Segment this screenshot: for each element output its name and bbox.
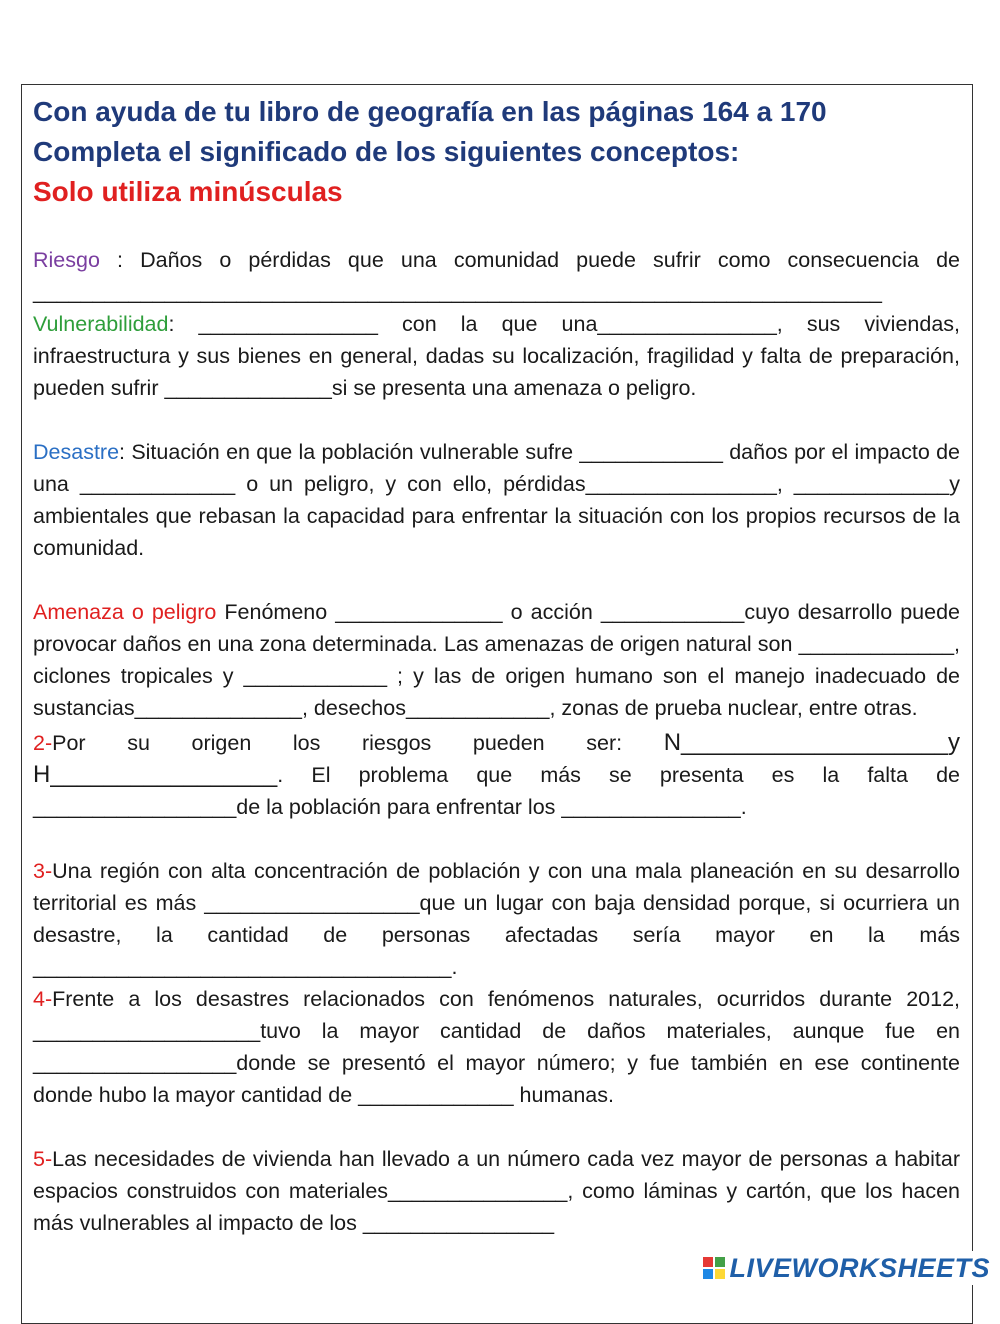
question-4: 4-Frente a los desastres relacionados con fenómenos naturales, ocurridos durante 2012, ___________________tuvo la mayor cantidad de daños materiales, aunque fue en _________________donde se presentó el mayor número; y fue también en ese continente donde hubo la mayor cantidad de _____________ humanas. [33, 987, 960, 1107]
title-lowercase-note: Solo utiliza minúsculas [33, 176, 343, 207]
title-instructions: Con ayuda de tu libro de geografía en las páginas 164 a 170 Completa el significado de los siguientes conceptos: [33, 96, 827, 167]
letter-h: H [33, 761, 51, 788]
question-2: 2-Por su origen los riesgos pueden ser: N____________________y H_________________. El problema que más se presenta es la falta de _________________de la población para enfrentar los _______________. [33, 729, 960, 819]
logo-block-blue [703, 1269, 713, 1279]
logo-blocks-icon [703, 1257, 725, 1279]
vulnerabilidad-definition: Vulnerabilidad: _______________ con la que una_______________, sus viviendas, infraestructura y sus bienes en general, dadas su localización, fragilidad y falta de preparación, pueden sufrir ______________si se presenta una amenaza o peligro. [33, 312, 960, 400]
desastre-definition: Desastre: Situación en que la población vulnerable sufre ____________ daños por el impacto de una _____________ o un peligro, y con ello, pérdidas________________, _____________y ambientales que rebasan la capacidad para enfrentar la situación con los propios recursos de la comunidad. [33, 440, 960, 560]
riesgo-blank[interactable]: _______________________________________________________________________ [33, 280, 882, 304]
question-3: 3-Una región con alta concentración de población y con una mala planeación en su desarrollo territorial es más __________________que un lugar con baja densidad porque, si ocurriera un desastre, la cantidad de personas afectadas sería mayor en la más ___________________________________. [33, 859, 960, 979]
riesgo-definition: Riesgo : Daños o pérdidas que una comunidad puede sufrir como consecuencia de [33, 248, 960, 272]
question-2-number: 2- [33, 731, 53, 755]
riesgo-term: Riesgo [33, 248, 100, 272]
amenaza-definition: Amenaza o peligro Fenómeno ______________ o acción ____________cuyo desarrollo puede provocar daños en una zona determinada. Las amenazas de origen natural son _____________, ciclones tropicales y ____________ ; y las de origen humano son el manejo inadecuado de sustancias______________, desechos____________, zonas de prueba nuclear, entre otras. [33, 600, 960, 720]
letter-n: N [663, 729, 682, 756]
question-3-number: 3- [33, 859, 53, 883]
logo-text: LIVEWORKSHEETS [729, 1252, 990, 1283]
desastre-term: Desastre [33, 440, 120, 464]
logo-block-red [703, 1257, 713, 1267]
question-5-number: 5- [33, 1147, 53, 1171]
logo-block-green [715, 1257, 725, 1267]
amenaza-term: Amenaza o peligro [33, 600, 217, 624]
logo-block-yellow [715, 1269, 725, 1279]
blank-h[interactable]: _________________ [50, 761, 278, 788]
question-5: 5-Las necesidades de vivienda han llevado a un número cada vez mayor de personas a habitar espacios construidos con materiales_______________, como láminas y cartón, que los hacen más vulnerables al impacto de los ________________ [33, 1147, 960, 1235]
worksheet-title [33, 92, 960, 212]
question-4-number: 4- [33, 987, 53, 1011]
blank-n[interactable]: ____________________ [681, 729, 948, 756]
vulnerabilidad-term: Vulnerabilidad [33, 312, 169, 336]
liveworksheets-logo[interactable] [699, 1251, 992, 1285]
worksheet-content [33, 92, 960, 1239]
